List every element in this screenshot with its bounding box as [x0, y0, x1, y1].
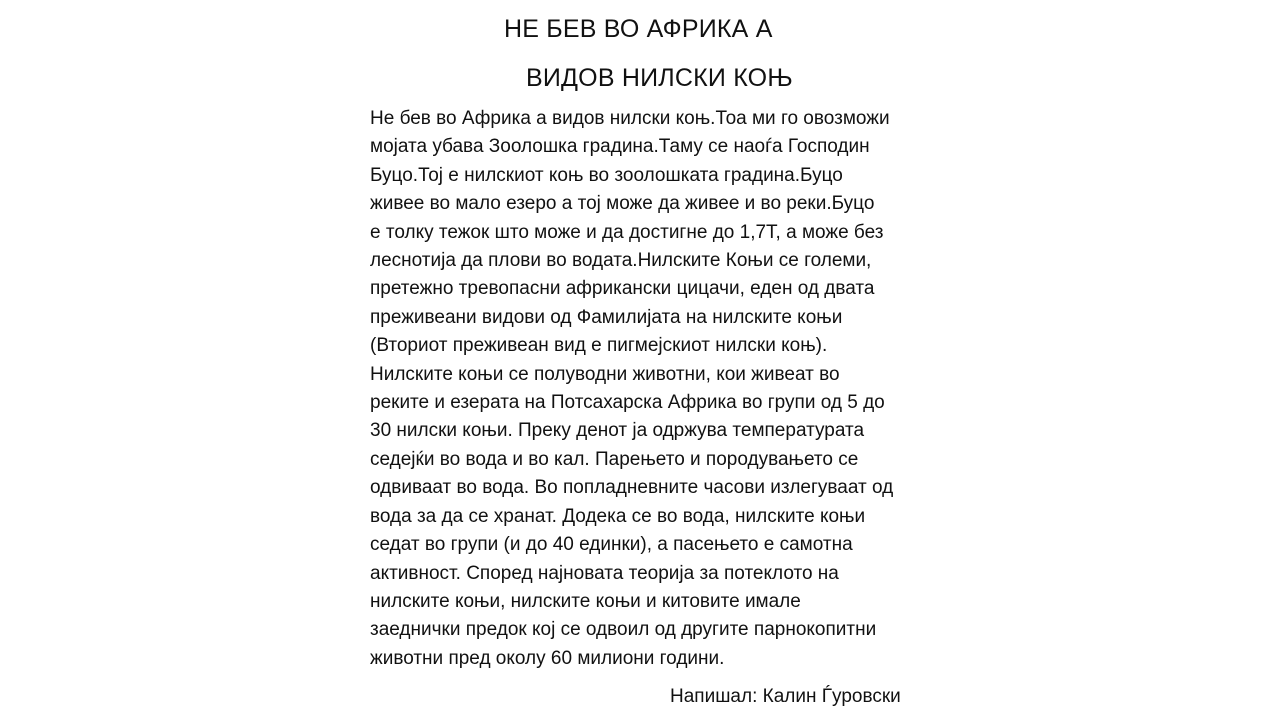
body-line: леснотија да плови во водата.Нилските Коњи се големи, — [370, 250, 872, 272]
body-line: седејќи во вода и во кал. Парењето и породувањето се — [370, 448, 859, 470]
body-line: вода за да се хранат. Додека се во вода, нилските коњи — [370, 505, 866, 527]
body-line: Нилските коњи се полуводни животни, кои живеат во — [370, 363, 840, 385]
body-line: Не бев во Африка а видов нилски коњ.Тоа ми го овозможи — [370, 108, 890, 129]
title-line-1: НЕ БЕВ ВО АФРИКА А — [504, 15, 773, 43]
author-signature: Напишал: Калин Ѓуровски — [670, 686, 901, 707]
body-line: нилските коњи, нилските коњи и китовите имале — [370, 590, 801, 612]
body-paragraph — [370, 105, 930, 673]
body-line: (Вториот преживеан вид е пигмејскиот нилски коњ). — [370, 335, 828, 357]
body-line: реките и езерата на Потсахарска Африка во групи од 5 до — [370, 392, 885, 414]
body-line: е толку тежок што може и да достигне до 1,7Т, а може без — [370, 221, 884, 243]
body-line: животни пред околу 60 милиони години. — [370, 647, 725, 669]
body-line: седат во групи (и до 40 единки), а пасењето е самотна — [370, 534, 853, 556]
body-line: активност. Според најновата теорија за потеклото на — [370, 562, 839, 584]
title-line-2: ВИДОВ НИЛСКИ КОЊ — [526, 64, 793, 92]
body-line: заеднички предок кој се одвоил од другите парнокопитни — [370, 619, 877, 641]
body-line: преживеани видови од Фамилијата на нилските коњи — [370, 306, 843, 328]
body-line: претежно тревопасни африкански цицачи, еден од двата — [370, 278, 875, 300]
body-line: 30 нилски коњи. Преку денот ја одржува температурата — [370, 420, 865, 442]
body-line: одвиваат во вода. Во попладневните часови излегуваат од — [370, 477, 894, 499]
body-line: живее во мало езеро а тој може да живее и во реки.Буцо — [370, 193, 875, 215]
body-line: мојата убава Зоолошка градина.Таму се наоѓа Господин — [370, 136, 870, 158]
body-line: Буцо.Тој е нилскиот коњ во зоолошката градина.Буцо — [370, 164, 843, 186]
